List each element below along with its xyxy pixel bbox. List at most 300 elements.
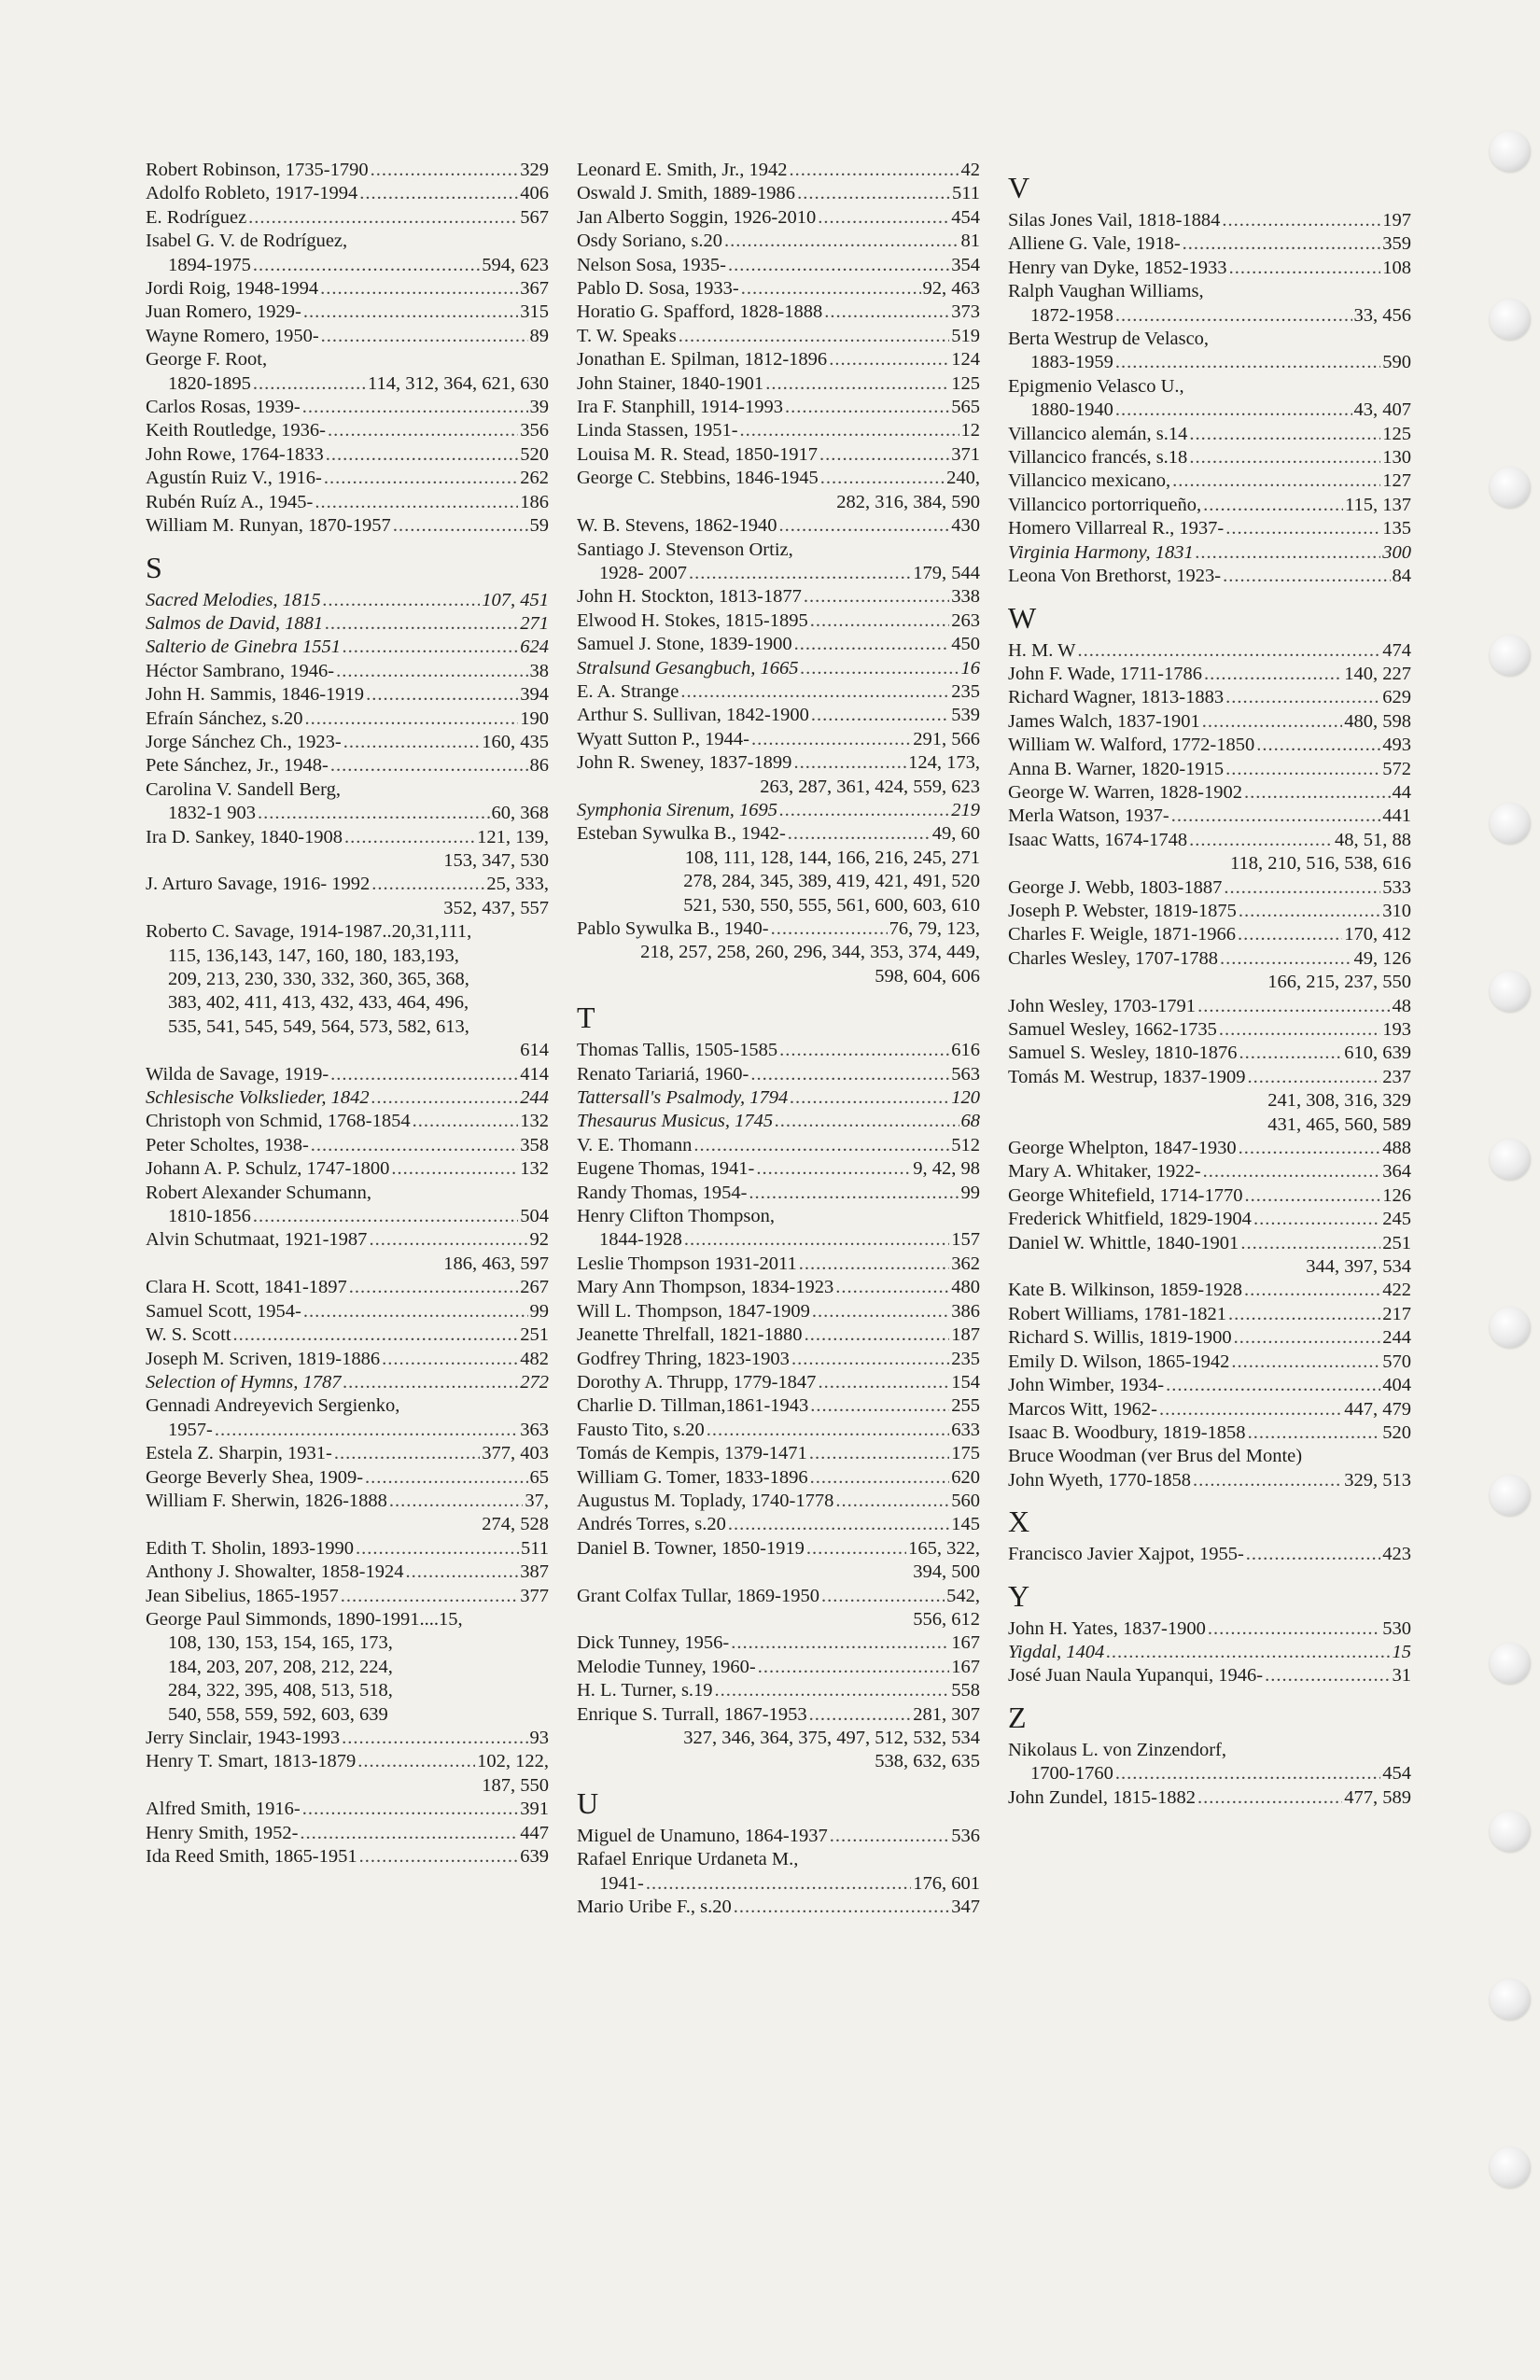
entry-line — [146, 1727, 549, 1750]
index-entry — [1008, 565, 1411, 588]
leader-dots — [821, 1585, 945, 1608]
entry-line — [577, 1182, 980, 1205]
index-entry — [146, 1371, 549, 1394]
page-numbers: 511 — [521, 1537, 549, 1559]
leader-dots — [1225, 758, 1380, 781]
entry-text: John Rowe, 1764-1833 — [146, 443, 324, 465]
leader-dots — [1197, 995, 1390, 1018]
leader-dots — [1189, 423, 1380, 446]
entry-line — [1008, 1543, 1411, 1566]
entry-text: George Whitefield, 1714-1770 — [1008, 1184, 1243, 1206]
entry-line — [577, 182, 980, 205]
index-entry — [146, 419, 549, 442]
leader-dots — [1224, 876, 1380, 900]
entry-line — [577, 633, 980, 656]
index-entry — [1008, 639, 1411, 663]
page-numbers: 391 — [520, 1799, 549, 1820]
leader-dots — [233, 1323, 519, 1347]
page-numbers: 329 — [520, 160, 549, 180]
leader-dots — [812, 1300, 949, 1323]
entry-text: Jonathan E. Spilman, 1812-1896 — [577, 349, 828, 371]
entry-line — [146, 443, 549, 467]
leader-dots — [305, 707, 519, 731]
entry-line — [146, 1182, 549, 1205]
entry-text: Stralsund Gesangbuch, 1665 — [577, 657, 799, 679]
leader-dots — [1228, 1303, 1380, 1326]
entry-line — [1008, 1469, 1411, 1492]
entry-line — [146, 1561, 549, 1584]
page-numbers: 120 — [951, 1087, 980, 1109]
entry-text: Villancico francés, s.18 — [1008, 447, 1188, 469]
entry-line — [1008, 1279, 1411, 1302]
entry-line — [146, 1608, 549, 1631]
leader-dots — [321, 325, 528, 348]
entry-text: 1872-1958 — [1030, 304, 1113, 326]
index-column-right — [1008, 159, 1411, 1810]
leader-dots — [809, 1703, 912, 1727]
index-entry — [577, 799, 980, 822]
page-numbers: 377 — [520, 1585, 549, 1606]
entry-line — [577, 1585, 980, 1608]
index-entry — [1008, 1208, 1411, 1231]
entry-line — [146, 1466, 549, 1490]
leader-dots — [1202, 710, 1342, 734]
index-entry — [146, 182, 549, 205]
entry-text: Marcos Witt, 1962- — [1008, 1398, 1157, 1420]
entry-text: William F. Sherwin, 1826-1888 — [146, 1490, 387, 1511]
page-numbers: 108 — [1382, 257, 1411, 278]
entry-line — [146, 1323, 549, 1347]
page-numbers-continued: 274, 528 — [482, 1514, 549, 1535]
entry-line — [146, 1205, 549, 1228]
entry-text: Gennadi Andreyevich Sergienko, — [146, 1395, 400, 1417]
index-entry — [577, 1656, 980, 1679]
index-entry — [146, 754, 549, 777]
entry-line — [577, 799, 980, 822]
entry-line — [146, 945, 549, 968]
entry-line — [146, 182, 549, 205]
leader-dots — [684, 1228, 949, 1252]
leader-dots — [302, 1798, 519, 1821]
entry-text: Santiago J. Stevenson Ortiz, — [577, 539, 793, 560]
index-entry — [577, 1039, 980, 1062]
index-entry — [1008, 1184, 1411, 1208]
leader-dots — [804, 585, 949, 609]
page-numbers: 560 — [951, 1490, 980, 1511]
index-column-left — [146, 159, 549, 1869]
index-entry — [146, 1394, 549, 1442]
index-entry — [1008, 1374, 1411, 1397]
page-numbers: 610, 639 — [1344, 1043, 1411, 1064]
entry-line — [1008, 565, 1411, 588]
index-entry — [577, 1182, 980, 1205]
leader-dots — [679, 325, 950, 348]
page-numbers: 371 — [951, 443, 980, 465]
entry-line — [1008, 1184, 1411, 1208]
entry-text: Charlie D. Tillman,1861-1943 — [577, 1395, 809, 1417]
page-numbers: 567 — [520, 206, 549, 228]
page-numbers: 125 — [1382, 423, 1411, 444]
entry-line — [1008, 423, 1411, 446]
page-numbers: 533 — [1382, 876, 1411, 898]
leader-dots — [1239, 1137, 1381, 1160]
entry-line — [146, 991, 549, 1015]
page-numbers: 31 — [1392, 1665, 1411, 1687]
entry-line — [1008, 1617, 1411, 1641]
page-numbers: 244 — [520, 1087, 549, 1109]
index-entry — [1008, 758, 1411, 781]
leader-dots — [771, 917, 888, 941]
entry-text: T. W. Speaks — [577, 325, 677, 346]
leader-dots — [1223, 565, 1390, 588]
index-entry — [577, 657, 980, 680]
index-entry — [577, 230, 980, 253]
leader-dots — [797, 182, 950, 205]
index-entry — [577, 822, 980, 917]
leader-dots — [302, 396, 528, 419]
index-entry — [1008, 1303, 1411, 1326]
leader-dots — [731, 1631, 949, 1655]
leader-dots — [740, 419, 959, 442]
page-numbers-continued: 218, 257, 258, 260, 296, 344, 353, 374, 449, — [640, 942, 980, 963]
index-entry — [146, 206, 549, 230]
entry-text: Joseph M. Scriven, 1819-1886 — [146, 1348, 381, 1369]
entry-line — [1008, 232, 1411, 256]
leader-dots — [724, 230, 959, 253]
entry-text: John F. Wade, 1711-1786 — [1008, 663, 1202, 684]
entry-text: Thomas Tallis, 1505-1585 — [577, 1040, 778, 1061]
index-entry — [577, 1513, 980, 1536]
index-entry — [577, 728, 980, 751]
leader-dots — [258, 802, 490, 825]
leader-dots — [779, 1039, 949, 1062]
binder-hole-icon — [1490, 1979, 1531, 2020]
leader-dots — [357, 1750, 475, 1773]
page-numbers: 25, 333, — [486, 874, 549, 895]
entry-line — [577, 917, 980, 941]
index-entry — [146, 1561, 549, 1584]
leader-dots — [785, 396, 949, 419]
page-numbers: 594, 623 — [482, 254, 549, 275]
entry-line — [577, 1276, 980, 1299]
leader-dots — [303, 301, 518, 324]
leader-dots — [835, 1490, 949, 1513]
index-column-middle — [577, 159, 980, 1919]
page-numbers: 15 — [1392, 1641, 1411, 1662]
entry-text: Merla Watson, 1937- — [1008, 805, 1169, 827]
entry-text: H. M. W — [1008, 639, 1076, 661]
leader-dots — [1171, 805, 1380, 828]
index-entry — [1008, 517, 1411, 540]
page-numbers: 9, 42, 98 — [913, 1158, 980, 1180]
index-entry — [577, 1134, 980, 1157]
entry-line — [146, 968, 549, 991]
entry-line — [577, 372, 980, 396]
index-entry — [577, 206, 980, 230]
page-numbers-continued: 118, 210, 516, 538, 616 — [1230, 853, 1411, 875]
leader-dots — [1253, 1208, 1380, 1231]
entry-text: Villancico mexicano, — [1008, 470, 1171, 492]
leader-dots — [788, 822, 931, 846]
index-entry — [146, 1086, 549, 1110]
entry-text: 1810-1856 — [168, 1206, 251, 1227]
index-entry — [146, 636, 549, 659]
entry-line — [146, 802, 549, 825]
page-numbers: 394 — [520, 684, 549, 706]
entry-text: Arthur S. Sullivan, 1842-1900 — [577, 705, 809, 726]
leader-dots — [1240, 1232, 1380, 1255]
leader-dots — [1248, 1421, 1381, 1445]
entry-line — [577, 1537, 980, 1561]
entry-text: Will L. Thompson, 1847-1909 — [577, 1300, 810, 1322]
page-numbers: 430 — [951, 515, 980, 537]
index-entry — [577, 277, 980, 301]
leader-dots — [1183, 232, 1381, 256]
leader-dots — [765, 372, 949, 396]
entry-text: Clara H. Scott, 1841-1897 — [146, 1277, 347, 1298]
entry-line — [577, 1679, 980, 1702]
leader-dots — [793, 751, 906, 775]
page-numbers: 115, 137 — [1345, 494, 1411, 515]
page-numbers: 160, 435 — [482, 731, 549, 752]
entry-line — [1008, 686, 1411, 709]
entry-text: Henry van Dyke, 1852-1933 — [1008, 257, 1227, 278]
leader-dots — [1172, 469, 1380, 493]
entry-text: Richard Wagner, 1813-1883 — [1008, 687, 1225, 708]
section-heading: V — [1008, 171, 1030, 204]
entry-line — [1008, 1374, 1411, 1397]
leader-dots — [728, 254, 949, 277]
entry-text: Andrés Torres, s.20 — [577, 1514, 726, 1535]
page-numbers: 124 — [951, 349, 980, 371]
leader-dots — [405, 1561, 518, 1584]
index-entry — [1008, 1398, 1411, 1421]
page-numbers: 99 — [960, 1182, 980, 1203]
leader-dots — [819, 443, 949, 467]
entry-text: Francisco Javier Xajpot, 1955- — [1008, 1544, 1244, 1565]
entry-line — [577, 396, 980, 419]
index-entry — [577, 539, 980, 586]
page-numbers: 300 — [1382, 541, 1411, 563]
page-numbers: 235 — [951, 680, 980, 702]
leader-dots — [1193, 1469, 1342, 1492]
leader-dots — [323, 589, 481, 612]
entry-text: Dorothy A. Thrupp, 1779-1847 — [577, 1371, 817, 1393]
index-entry — [146, 1323, 549, 1347]
page-numbers: 454 — [1382, 1763, 1411, 1785]
section-heading: Z — [1008, 1700, 1027, 1734]
index-entry — [146, 396, 549, 419]
entry-text: W. S. Scott — [146, 1324, 231, 1346]
index-entry — [577, 1631, 980, 1655]
leader-dots — [324, 467, 518, 490]
leader-dots — [1219, 1018, 1380, 1042]
leader-dots — [1239, 1042, 1342, 1065]
page-numbers: 197 — [1382, 210, 1411, 231]
entry-line — [1008, 805, 1411, 828]
binder-hole-icon — [1490, 971, 1531, 1012]
entry-line — [1008, 1398, 1411, 1421]
page-numbers: 558 — [951, 1680, 980, 1701]
page-numbers: 565 — [951, 397, 980, 418]
entry-line — [1008, 209, 1411, 232]
entry-text: Héctor Sambrano, 1946- — [146, 660, 335, 681]
entry-text: Miguel de Unamuno, 1864-1937 — [577, 1825, 828, 1846]
entry-line — [577, 1371, 980, 1394]
entry-line — [146, 707, 549, 731]
leader-dots — [794, 633, 950, 656]
entry-line — [577, 1134, 980, 1157]
index-entry — [577, 254, 980, 277]
entry-line — [146, 159, 549, 182]
index-entry — [146, 873, 549, 920]
entry-line — [146, 1679, 549, 1702]
page-numbers: 354 — [951, 254, 980, 275]
index-entry — [1008, 923, 1411, 946]
leader-dots — [341, 1585, 519, 1608]
index-entry — [1008, 1160, 1411, 1183]
page-numbers: 132 — [520, 1111, 549, 1132]
entry-line — [1008, 1351, 1411, 1374]
page-numbers: 135 — [1382, 518, 1411, 539]
index-entry — [577, 159, 980, 182]
entry-line — [577, 562, 980, 585]
leader-dots — [806, 1537, 906, 1561]
page-numbers: 48, 51, 88 — [1335, 829, 1411, 850]
leader-dots — [343, 731, 481, 754]
page-numbers: 454 — [951, 206, 980, 228]
entry-text: 1700-1760 — [1030, 1763, 1113, 1785]
page-numbers: 493 — [1382, 735, 1411, 756]
entry-line — [1008, 351, 1411, 374]
entry-text: George Beverly Shea, 1909- — [146, 1466, 364, 1488]
index-entry — [146, 301, 549, 324]
index-entry — [146, 230, 549, 277]
entry-line — [1008, 710, 1411, 734]
entry-text: George C. Stebbins, 1846-1945 — [577, 468, 819, 489]
page-numbers: 217 — [1382, 1303, 1411, 1324]
leader-dots — [824, 301, 949, 324]
page-numbers: 267 — [520, 1277, 549, 1298]
entry-text: Efraín Sánchez, s.20 — [146, 707, 303, 729]
page-numbers-continued: 352, 437, 557 — [443, 897, 549, 918]
page-numbers: 48 — [1392, 995, 1411, 1016]
page-numbers: 16 — [960, 657, 980, 679]
index-entry — [1008, 232, 1411, 256]
leader-dots — [1225, 517, 1380, 540]
entry-line — [146, 1822, 549, 1845]
leader-dots — [646, 1872, 911, 1896]
entry-line — [577, 1039, 980, 1062]
page-numbers: 60, 368 — [491, 803, 549, 824]
entry-line — [146, 1063, 549, 1086]
entry-text: Louisa M. R. Stead, 1850-1917 — [577, 443, 818, 465]
entry-text: Jan Alberto Soggin, 1926-2010 — [577, 206, 817, 228]
entry-line — [146, 1015, 549, 1039]
index-entry — [577, 1442, 980, 1465]
leader-dots — [344, 826, 475, 849]
page-numbers: 165, 322, — [908, 1537, 980, 1559]
leader-dots — [1189, 829, 1333, 852]
entry-text: Robert Robinson, 1735-1790 — [146, 160, 369, 180]
entry-text: Frederick Whitfield, 1829-1904 — [1008, 1209, 1252, 1230]
entry-line — [577, 206, 980, 230]
index-entry — [1008, 1351, 1411, 1374]
index-entry — [146, 1750, 549, 1798]
entry-text: Edith T. Sholin, 1893-1990 — [146, 1537, 355, 1559]
page-numbers: 170, 412 — [1344, 924, 1411, 945]
leader-dots — [835, 1276, 949, 1299]
entry-text: Dick Tunney, 1956- — [577, 1632, 730, 1654]
leader-dots — [1238, 923, 1342, 946]
entry-line — [146, 372, 549, 396]
entry-text: 184, 203, 207, 208, 212, 224, — [168, 1656, 393, 1677]
page-numbers: 251 — [1382, 1232, 1411, 1253]
index-entry — [1008, 781, 1411, 805]
entry-text: Jeanette Threlfall, 1821-1880 — [577, 1324, 803, 1346]
entry-text: John H. Yates, 1837-1900 — [1008, 1617, 1206, 1639]
leader-dots — [1078, 639, 1381, 663]
index-entry — [577, 1703, 980, 1774]
entry-text: Samuel J. Stone, 1839-1900 — [577, 634, 792, 655]
leader-dots — [728, 1513, 949, 1536]
page-numbers: 404 — [1382, 1375, 1411, 1396]
index-entry — [1008, 423, 1411, 446]
entry-text: Eugene Thomas, 1941- — [577, 1158, 755, 1180]
page-numbers-continued: 598, 604, 606 — [875, 965, 980, 987]
entry-text: Joseph P. Webster, 1819-1875 — [1008, 900, 1237, 921]
entry-line — [1008, 257, 1411, 280]
leader-dots — [809, 1442, 949, 1465]
entry-text: Ira F. Stanphill, 1914-1993 — [577, 397, 783, 418]
entry-line — [577, 657, 980, 680]
index-entry — [577, 917, 980, 988]
entry-line — [146, 683, 549, 707]
entry-text: E. A. Strange — [577, 680, 679, 702]
entry-text: Symphonia Sirenum, 1695 — [577, 799, 778, 820]
index-entry — [577, 1063, 980, 1086]
page-numbers: 358 — [520, 1134, 549, 1155]
leader-dots — [756, 1157, 911, 1181]
entry-text: 1941- — [599, 1872, 644, 1894]
entry-line — [146, 1656, 549, 1679]
leader-dots — [751, 728, 911, 751]
binder-hole-icon — [1490, 1643, 1531, 1684]
index-entry — [577, 1394, 980, 1418]
page-numbers: 441 — [1382, 805, 1411, 827]
index-entry — [1008, 1042, 1411, 1065]
entry-text: Samuel Scott, 1954- — [146, 1300, 301, 1322]
leader-dots — [311, 1134, 518, 1157]
index-entry — [1008, 257, 1411, 280]
entry-line — [577, 254, 980, 277]
entry-line — [577, 1323, 980, 1347]
leader-dots — [382, 1348, 518, 1371]
entry-line — [577, 751, 980, 775]
page-numbers: 488 — [1382, 1138, 1411, 1159]
index-entry — [146, 660, 549, 683]
entry-line — [146, 348, 549, 371]
entry-text: Juan Romero, 1929- — [146, 301, 301, 323]
index-entry — [146, 1348, 549, 1371]
leader-dots — [1231, 1351, 1380, 1374]
entry-line — [577, 1896, 980, 1919]
entry-line — [1008, 1066, 1411, 1089]
entry-line — [1008, 280, 1411, 303]
leader-dots — [315, 491, 518, 514]
entry-line — [577, 1656, 980, 1679]
entry-text: Nelson Sosa, 1935- — [577, 254, 727, 275]
